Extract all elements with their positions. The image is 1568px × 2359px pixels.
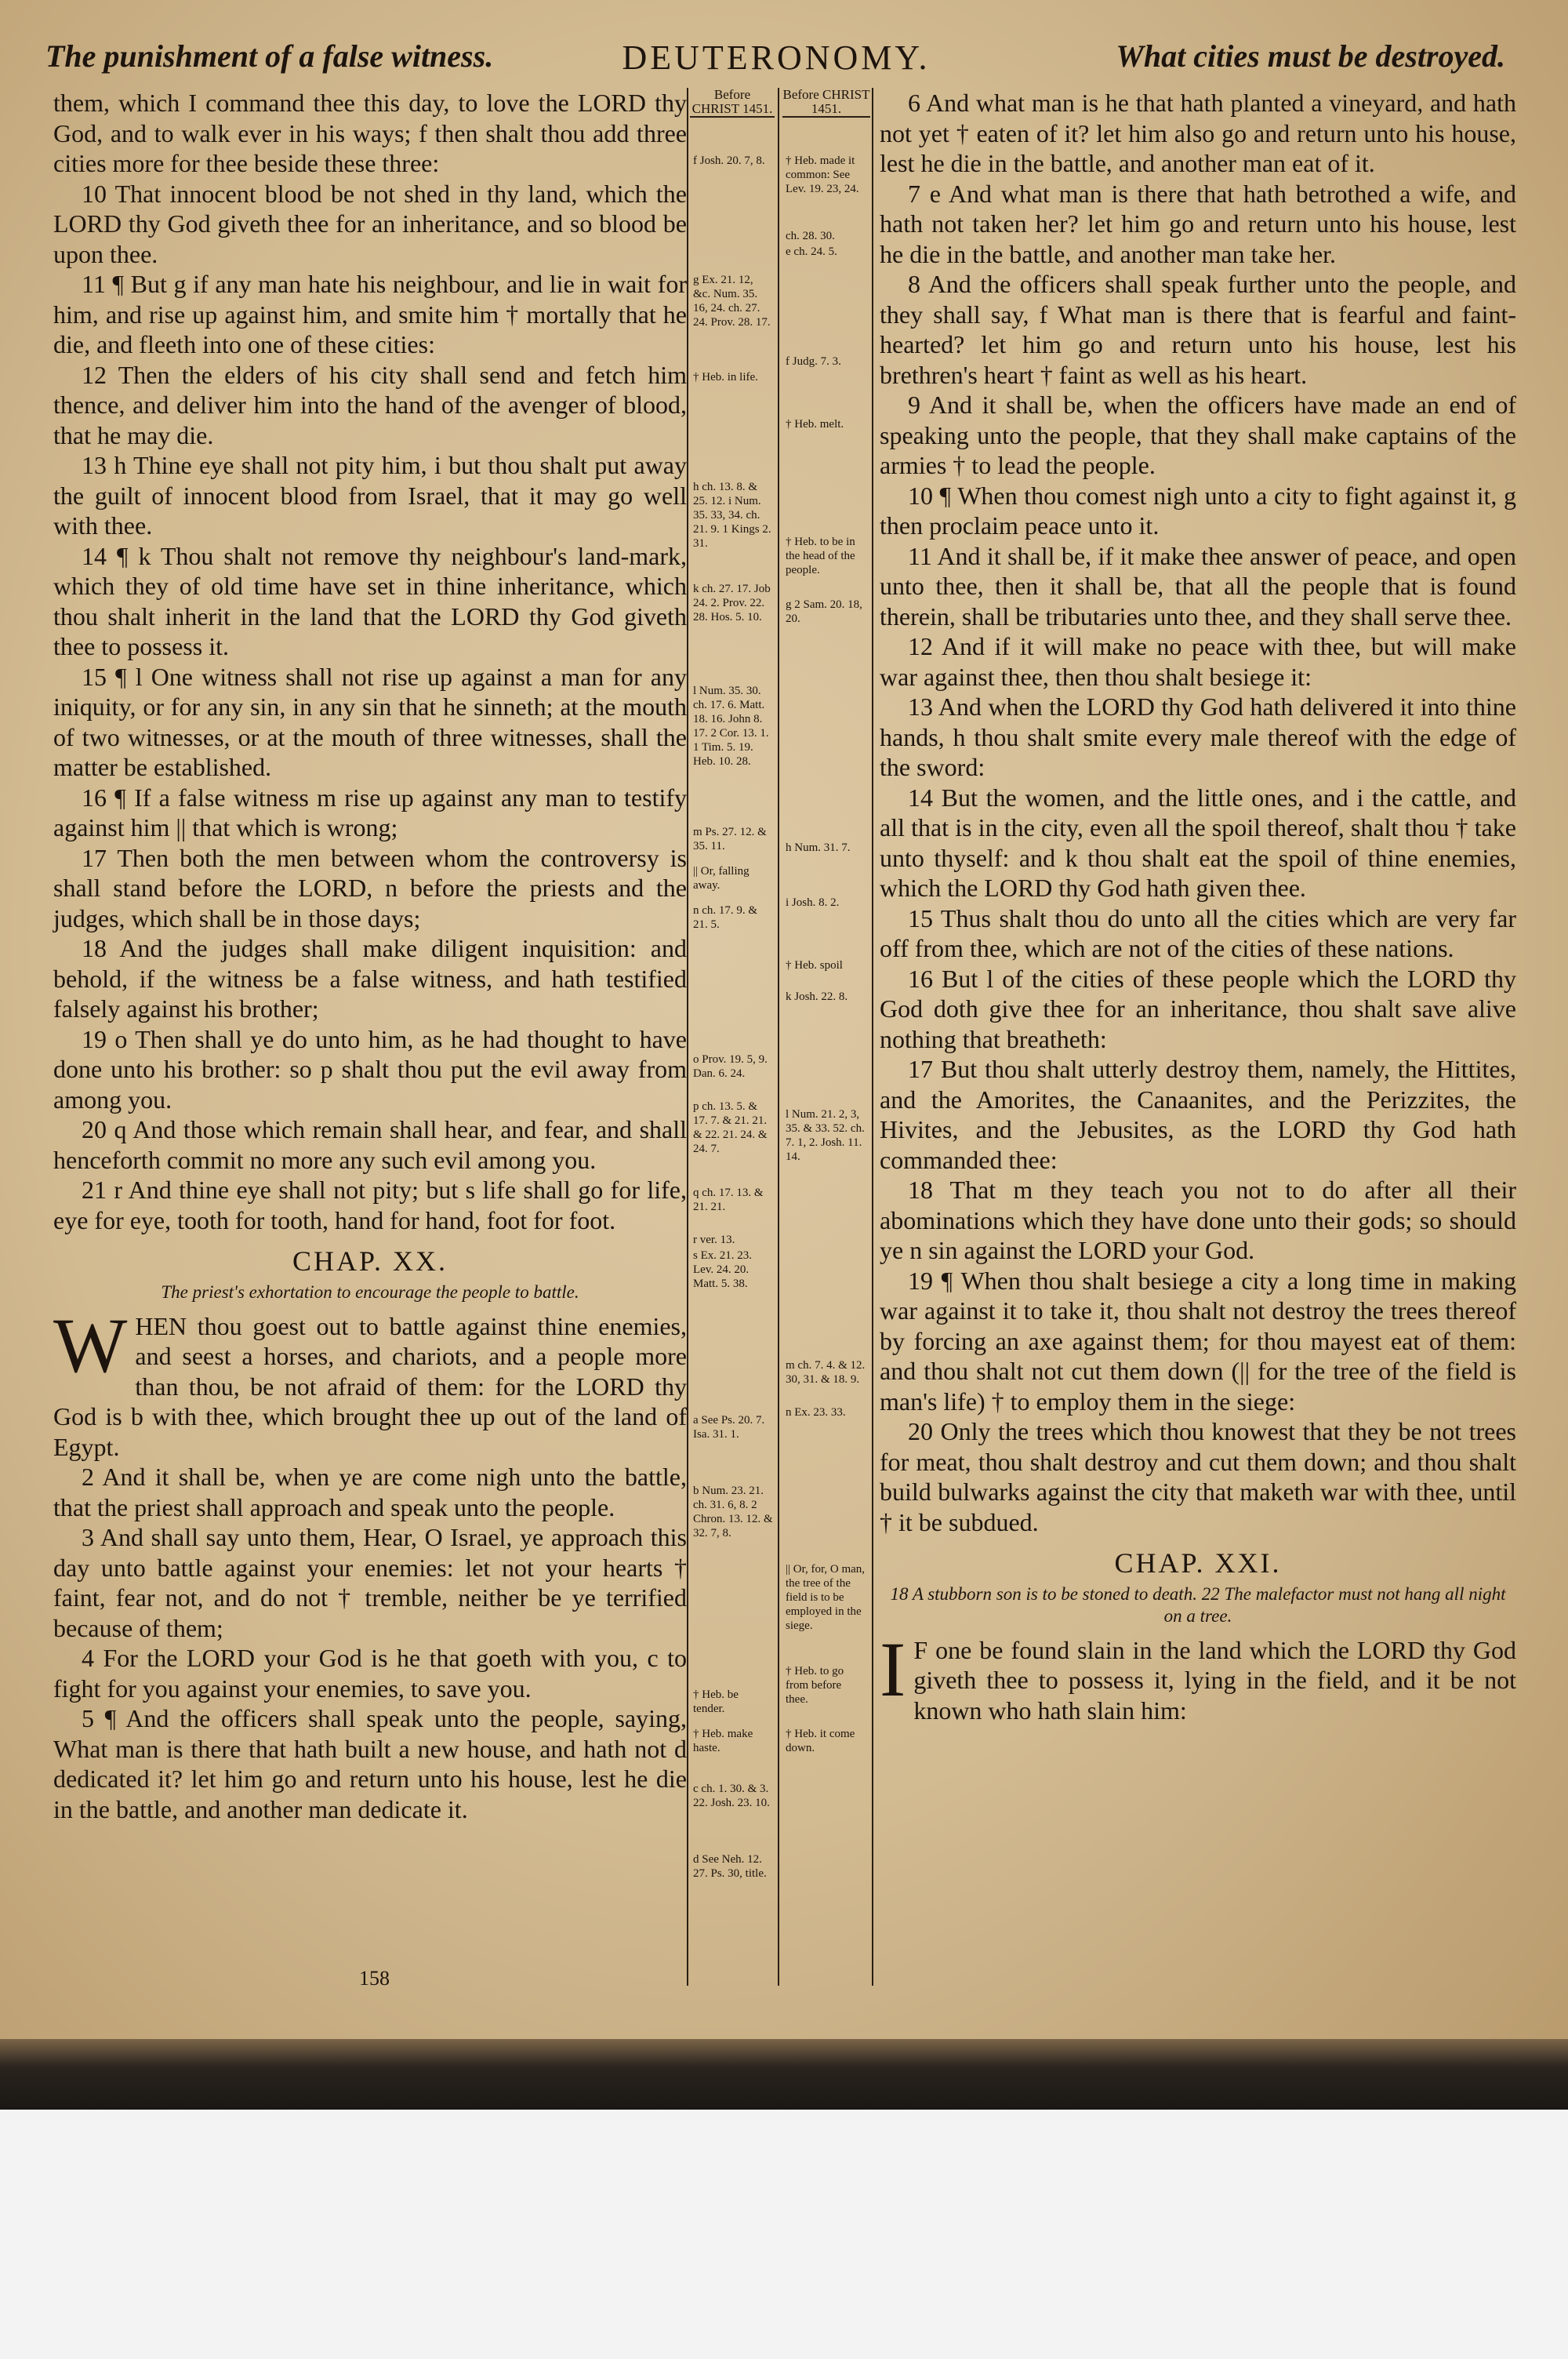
margin-note: k Josh. 22. 8. — [786, 990, 848, 1003]
verse-paragraph: 8 And the officers shall speak further unto the people, and they shall say, f What man is there that is fearful and faint-hearted? let him go and return unto his house, lest his brethren's heart † faint as well as his heart. — [880, 270, 1516, 389]
verse-paragraph: 13 And when the LORD thy God hath delivered it into thine hands, h thou shalt smite every male thereof with the edge of the sword: — [880, 692, 1516, 781]
column-rule-left — [687, 88, 688, 1986]
verse-paragraph: 3 And shall say unto them, Hear, O Israel, ye approach this day unto battle against your enemies: let not your hearts † faint, fear not, and do not † tremble, neither be ye terrified because of them; — [53, 1523, 687, 1642]
margin-note: † Heb. melt. — [786, 418, 844, 431]
margin-note: f Josh. 20. 7, 8. — [693, 154, 765, 167]
margin-heading: Before CHRIST 1451. — [690, 88, 775, 118]
verse-paragraph: 12 And if it will make no peace with thee, but will make war against thee, then thou shalt besiege it: — [880, 632, 1516, 691]
margin-note: a See Ps. 20. 7. Isa. 31. 1. — [693, 1414, 765, 1441]
verse-paragraph: 2 And it shall be, when ye are come nigh unto the battle, that the priest shall approach and speak unto the people. — [53, 1463, 687, 1521]
margin-note: ch. 28. 30. — [786, 230, 835, 242]
drop-cap: W — [53, 1301, 128, 1389]
margin-note: s Ex. 21. 23. Lev. 24. 20. Matt. 5. 38. — [693, 1249, 752, 1290]
verse-paragraph: 5 ¶ And the officers shall speak unto the people, saying, What man is there that hath built a new house, and hath not d dedicated it? let him go and return unto his house, lest he die in the battle, and another man dedicate it. — [53, 1704, 687, 1823]
verse-paragraph: them, which I command thee this day, to love the LORD thy God, and to walk ever in his ways; f then shalt thou add three cities more for thee beside these three: — [53, 89, 687, 177]
margin-note: q ch. 17. 13. & 21. 21. — [693, 1187, 764, 1213]
verse-paragraph: 18 That m they teach you not to do after all their abominations which they have done unto their gods; so should ye n sin against the LORD your God. — [880, 1176, 1516, 1264]
margin-note: f Judg. 7. 3. — [786, 355, 841, 368]
chapter-title: CHAP. XXI. — [1114, 1547, 1282, 1579]
margin-note: i Josh. 8. 2. — [786, 896, 840, 909]
verse-paragraph: 14 ¶ k Thou shalt not remove thy neighbour's land-mark, which they of old time have set in thine inheritance, which thou shalt inherit in the land that the LORD thy God giveth thee to possess it. — [53, 541, 687, 660]
margin-note: l Num. 21. 2, 3, 35. & 33. 52. ch. 7. 1, 2. Josh. 11. 14. — [786, 1108, 865, 1163]
margin-note: r ver. 13. — [693, 1234, 735, 1246]
chapter-summary: 18 A stubborn son is to be stoned to death. 22 The malefactor must not hang all night on a tree. — [890, 1583, 1506, 1626]
running-header — [0, 38, 1568, 85]
margin-note: d See Neh. 12. 27. Ps. 30, title. — [693, 1853, 767, 1880]
verse-paragraph: 16 But l of the cities of these people which the LORD thy God doth give thee for an inheritance, thou shalt save alive nothing that breatheth: — [880, 964, 1516, 1053]
margin-note: † Heb. it come down. — [786, 1728, 855, 1754]
margin-note: † Heb. to be in the head of the people. — [786, 536, 855, 576]
left-marginal-references — [690, 87, 775, 1880]
margin-note: e ch. 24. 5. — [786, 245, 837, 258]
column-rule-right — [872, 88, 873, 1986]
verse-paragraph: 10 That innocent blood be not shed in thy land, which the LORD thy God giveth thee for an inheritance, and so blood be upon thee. — [53, 179, 687, 268]
verse-paragraph: 16 ¶ If a false witness m rise up against any man to testify against him || that which is wrong; — [53, 783, 687, 841]
margin-note: † Heb. made it common: See Lev. 19. 23, 24. — [786, 154, 859, 195]
margin-note: h Num. 31. 7. — [786, 841, 851, 854]
right-text-column — [880, 88, 1516, 1725]
verse-paragraph: 15 Thus shalt thou do unto all the cities which are very far off from thee, which are not of the cities of these nations. — [880, 903, 1516, 962]
verse-paragraph: 11 ¶ But g if any man hate his neighbour, and lie in wait for him, and rise up against him, and smite him † mortally that he die, and fleeth into one of these cities: — [53, 270, 687, 358]
margin-note: b Num. 23. 21. ch. 31. 6, 8. 2 Chron. 13. 12. & 32. 7, 8. — [693, 1485, 773, 1539]
verse-paragraph: 20 Only the trees which thou knowest that they be not trees for meat, thou shalt destroy and cut them down; and thou shalt build bulwarks against the city that maketh war with thee, until † it be subdued. — [880, 1417, 1516, 1536]
verse-paragraph: 20 q And those which remain shall hear, and fear, and shall henceforth commit no more any such evil among you. — [53, 1115, 687, 1174]
verse-paragraph: 7 e And what man is there that hath betrothed a wife, and hath not taken her? let him go and return unto his house, lest he die in the battle, and another man take her. — [880, 179, 1516, 268]
verse-paragraph: F one be found slain in the land which the LORD thy God giveth thee to possess it, lying in the field, and it be not known who hath slain him: — [913, 1635, 1516, 1725]
margin-note: † Heb. make haste. — [693, 1728, 753, 1754]
margin-note: g 2 Sam. 20. 18, 20. — [786, 598, 862, 625]
verse-paragraph: 19 o Then shall ye do unto him, as he had thought to have done unto his brother: so p shalt thou put the evil away from among you. — [53, 1024, 687, 1114]
margin-note: m ch. 7. 4. & 12. 30, 31. & 18. 9. — [786, 1359, 866, 1386]
verse-paragraph: 6 And what man is he that hath planted a vineyard, and hath not yet † eaten of it? let him also go and return unto his house, lest he die in the battle, and another man eat of it. — [880, 89, 1516, 177]
margin-heading: Before CHRIST 1451. — [782, 87, 870, 116]
verse-paragraph: 21 r And thine eye shall not pity; but s life shall go for life, eye for eye, tooth for tooth, hand for hand, foot for foot. — [53, 1176, 687, 1234]
verse-paragraph: 12 Then the elders of his city shall send and fetch him thence, and deliver him into the hand of the avenger of blood, that he may die. — [53, 360, 687, 449]
margin-note: c ch. 1. 30. & 3. 22. Josh. 23. 10. — [693, 1783, 770, 1809]
margin-note: o Prov. 19. 5, 9. Dan. 6. 24. — [693, 1053, 768, 1080]
verse-paragraph: 17 Then both the men between whom the controversy is shall stand before the LORD, n before the priests and the judges, which shall be in those days; — [53, 843, 687, 932]
verse-paragraph: 14 But the women, and the little ones, and i the cattle, and all that is in the city, even all the spoil thereof, shalt thou † take unto thyself: and k thou shalt eat the spoil of thine enemies, which the LORD thy God hath given thee. — [880, 783, 1516, 902]
margin-note: † Heb. be tender. — [693, 1688, 739, 1715]
book-edge — [0, 2039, 1568, 2110]
header-book-title: DEUTERONOMY. — [622, 38, 931, 77]
page-number: 158 — [359, 1967, 390, 1990]
margin-note: m Ps. 27. 12. & 35. 11. — [693, 826, 767, 852]
verse-paragraph: 13 h Thine eye shall not pity him, i but thou shalt put away the guilt of innocent blood from Israel, that it may go well with thee. — [53, 451, 687, 540]
header-left-title: The punishment of a false witness. — [45, 38, 494, 74]
margin-note: l Num. 35. 30. ch. 17. 6. Matt. 18. 16. John 8. 17. 2 Cor. 13. 1. 1 Tim. 5. 19. Heb. 10. 28. — [693, 685, 769, 768]
verse-paragraph: 4 For the LORD your God is he that goeth with you, c to fight for you against your enemies, to save you. — [53, 1644, 687, 1703]
margin-note: || Or, for, O man, the tree of the field is to be employed in the siege. — [786, 1563, 866, 1632]
chapter-title: CHAP. XX. — [292, 1245, 448, 1277]
margin-note: || Or, falling away. — [693, 865, 750, 892]
margin-note: h ch. 13. 8. & 25. 12. i Num. 35. 33, 34. ch. 21. 9. 1 Kings 2. 31. — [693, 481, 771, 550]
left-text-column — [53, 88, 687, 1824]
verse-paragraph: HEN thou goest out to battle against thine enemies, and seest a horses, and chariots, and a people more than thou, be not afraid of them: for the LORD thy God is b with thee, which brought thee up out of the land of Egypt. — [53, 1311, 687, 1461]
verse-paragraph: 18 And the judges shall make diligent inquisition: and behold, if the witness be a false witness, and hath testified falsely against his brother; — [53, 934, 687, 1023]
header-right-title: What cities must be destroyed. — [1116, 38, 1505, 74]
verse-paragraph: 15 ¶ l One witness shall not rise up against a man for any iniquity, or for any sin, in any sin that he sinneth; at the mouth of two witnesses, or at the mouth of three witnesses, shall the matter be established. — [53, 662, 687, 781]
chapter-summary: The priest's exhortation to encourage the people to battle. — [161, 1281, 579, 1302]
verse-paragraph: 10 ¶ When thou comest nigh unto a city to fight against it, g then proclaim peace unto it. — [880, 481, 1516, 540]
margin-note: g Ex. 21. 12, &c. Num. 35. 16, 24. ch. 27. 24. Prov. 28. 17. — [693, 274, 771, 329]
drop-cap: I — [880, 1625, 906, 1713]
verse-paragraph: 9 And it shall be, when the officers have made an end of speaking unto the people, that they shall make captains of the armies † to lead the people. — [880, 391, 1516, 479]
margin-note: p ch. 13. 5. & 17. 7. & 21. 21. & 22. 21. 24. & 24. 7. — [693, 1100, 768, 1155]
margin-note: † Heb. to go from before thee. — [786, 1665, 844, 1706]
margin-note: n Ex. 23. 33. — [786, 1406, 846, 1419]
margin-note: † Heb. spoil — [786, 959, 843, 972]
verse-paragraph: 11 And it shall be, if it make thee answer of peace, and open unto thee, then it shall be, that all the people that is found therein, shall be tributaries unto thee, and they shall serve thee. — [880, 541, 1516, 631]
margin-note: n ch. 17. 9. & 21. 5. — [693, 904, 758, 931]
margin-note: k ch. 27. 17. Job 24. 2. Prov. 22. 28. Hos. 5. 10. — [693, 583, 771, 623]
verse-paragraph: 19 ¶ When thou shalt besiege a city a long time in making war against it to take it, thou shalt not destroy the trees thereof by forcing an axe against them; for thou mayest eat of them: and thou shalt not cut them down (|| for the tree of the field is man's life) † to employ them in the siege: — [880, 1266, 1516, 1416]
right-marginal-references — [782, 87, 870, 1754]
column-rule-center — [778, 88, 779, 1986]
margin-note: † Heb. in life. — [693, 371, 758, 383]
verse-paragraph: 17 But thou shalt utterly destroy them, namely, the Hittites, and the Amorites, the Canaanites, and the Perizzites, the Hivites, and the Jebusites, as the LORD thy God hath commanded thee: — [880, 1055, 1516, 1174]
